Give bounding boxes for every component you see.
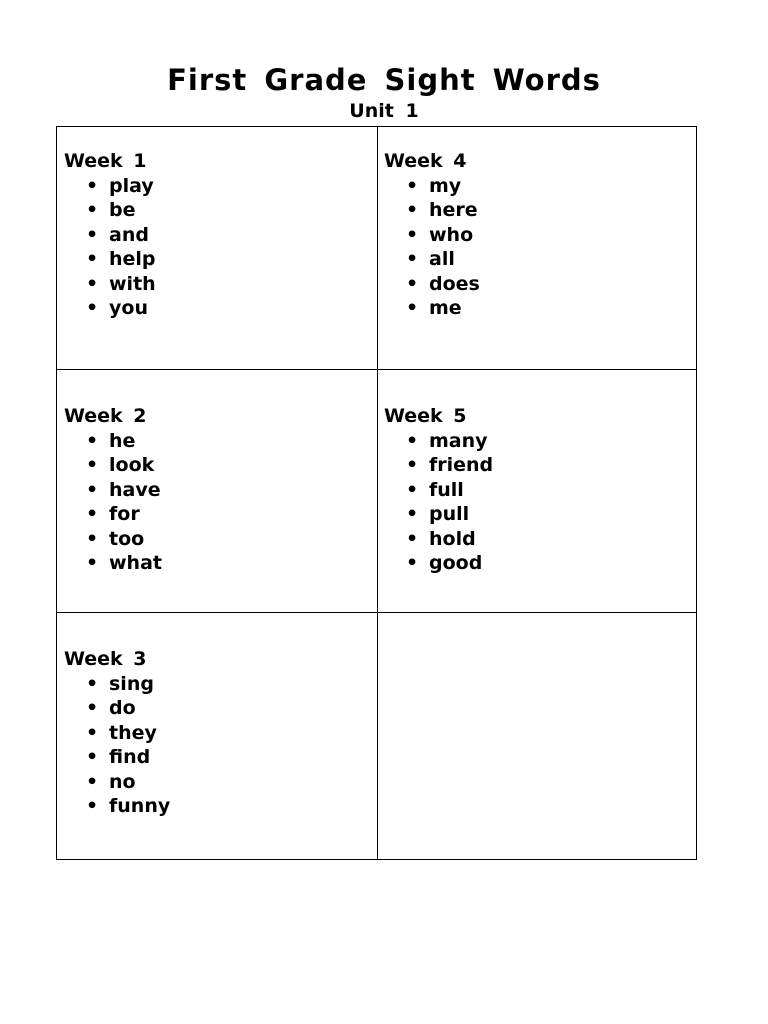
word-item: • all [384,247,684,272]
word-item: • funny [64,794,364,819]
word-item: • me [384,296,684,321]
word-list [384,429,684,576]
word-item: • many [384,429,684,454]
word-list [64,174,364,321]
week-label: Week 4 [384,150,467,172]
word-item: • here [384,198,684,223]
word-item: • sing [64,672,364,697]
word-item: • with [64,272,364,297]
page-title: First Grade Sight Words [167,63,601,97]
word-item: • help [64,247,364,272]
word-item: • my [384,174,684,199]
week-cell-5 [384,404,684,576]
week-label: Week 2 [64,405,147,427]
word-item: • good [384,551,684,576]
week-label: Week 3 [64,648,147,670]
word-item: • have [64,478,364,503]
word-list [384,174,684,321]
word-item: • friend [384,453,684,478]
column-divider [377,127,378,859]
week-cell-4 [384,149,684,321]
word-item: • pull [384,502,684,527]
week-label: Week 5 [384,405,467,427]
word-item: • play [64,174,364,199]
word-item: • look [64,453,364,478]
word-item: • for [64,502,364,527]
word-item: • find [64,745,364,770]
word-item: • what [64,551,364,576]
word-item: • who [384,223,684,248]
week-cell-2 [64,404,364,576]
word-item: • no [64,770,364,795]
word-list [64,429,364,576]
row-divider-1 [57,369,696,370]
word-item: • they [64,721,364,746]
week-cell-1 [64,149,364,321]
word-item: • does [384,272,684,297]
word-item: • be [64,198,364,223]
word-item: • and [64,223,364,248]
word-item: • full [384,478,684,503]
word-item: • do [64,696,364,721]
week-label: Week 1 [64,150,147,172]
sight-words-table [56,126,697,860]
page-subtitle: Unit 1 [349,100,419,122]
row-divider-2 [57,612,696,613]
word-item: • hold [384,527,684,552]
word-item: • too [64,527,364,552]
word-item: • he [64,429,364,454]
word-list [64,672,364,819]
word-item: • you [64,296,364,321]
week-cell-3 [64,647,364,819]
